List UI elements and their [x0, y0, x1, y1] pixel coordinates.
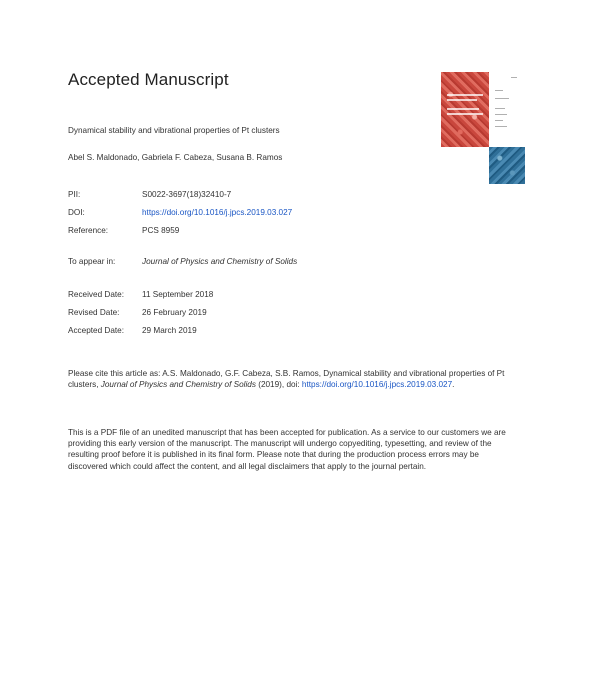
article-title: Dynamical stability and vibrational properties of Pt clusters [68, 126, 280, 135]
article-authors: Abel S. Maldonado, Gabriela F. Cabeza, Susana B. Ramos [68, 153, 283, 162]
cover-side-line [495, 90, 503, 91]
citation-prefix: Please cite this article as: A.S. Maldonado, G.F. Cabeza, S.B. Ramos, Dynamical stability and vibrational properties of Pt clusters, [68, 369, 505, 390]
cover-blue-panel [489, 147, 525, 184]
meta-appear [68, 257, 298, 266]
cover-text-line [447, 99, 477, 101]
cover-side-line [495, 120, 503, 121]
meta-doi [68, 208, 293, 217]
citation-middle: (2019), doi: [255, 380, 302, 390]
citation-paragraph [68, 368, 508, 390]
meta-doi-link[interactable]: https://doi.org/10.1016/j.jpcs.2019.03.027 [142, 208, 293, 217]
cover-side-line [495, 114, 507, 115]
cover-side-line [495, 108, 505, 109]
meta-received [68, 290, 214, 299]
meta-reference-label: Reference: [68, 226, 109, 235]
meta-accepted [68, 326, 197, 335]
cover-side-line [495, 126, 507, 127]
cover-side-line [511, 77, 517, 78]
cover-side-line [495, 98, 509, 99]
disclaimer-paragraph: This is a PDF file of an unedited manuscript that has been accepted for publication. As a service to our customers we are providing this early version of the manuscript. The manuscript will undergo copyediting, typesetting, and review of the resulting proof before it is published in its final form. Please note that during the production process errors may be discovered which could affect the content, and all legal disclaimers that apply to the journal pertain. [68, 428, 506, 471]
cover-text-line [447, 94, 483, 96]
meta-pii-value: S0022-3697(18)32410-7 [142, 190, 232, 199]
citation-suffix: . [452, 380, 455, 390]
meta-accepted-value: 29 March 2019 [142, 326, 197, 335]
cover-red-panel [441, 72, 489, 147]
meta-appear-label: To appear in: [68, 257, 116, 266]
cover-text-line [447, 113, 483, 115]
citation-doi-link[interactable]: https://doi.org/10.1016/j.jpcs.2019.03.027 [301, 380, 453, 390]
meta-pii-label: PII: [68, 190, 81, 199]
meta-revised-value: 26 February 2019 [142, 308, 207, 317]
cover-text-line [447, 108, 479, 110]
meta-reference [68, 226, 180, 235]
meta-pii [68, 190, 232, 199]
meta-doi-label: DOI: [68, 208, 85, 217]
meta-received-value: 11 September 2018 [142, 290, 214, 299]
journal-cover-image [441, 72, 531, 184]
meta-revised-label: Revised Date: [68, 308, 120, 317]
meta-received-label: Received Date: [68, 290, 124, 299]
meta-accepted-label: Accepted Date: [68, 326, 124, 335]
meta-revised [68, 308, 207, 317]
page-title: Accepted Manuscript [68, 70, 229, 89]
meta-appear-value: Journal of Physics and Chemistry of Solids [142, 257, 298, 266]
meta-reference-value: PCS 8959 [142, 226, 180, 235]
citation-journal: Journal of Physics and Chemistry of Solids [100, 380, 256, 390]
